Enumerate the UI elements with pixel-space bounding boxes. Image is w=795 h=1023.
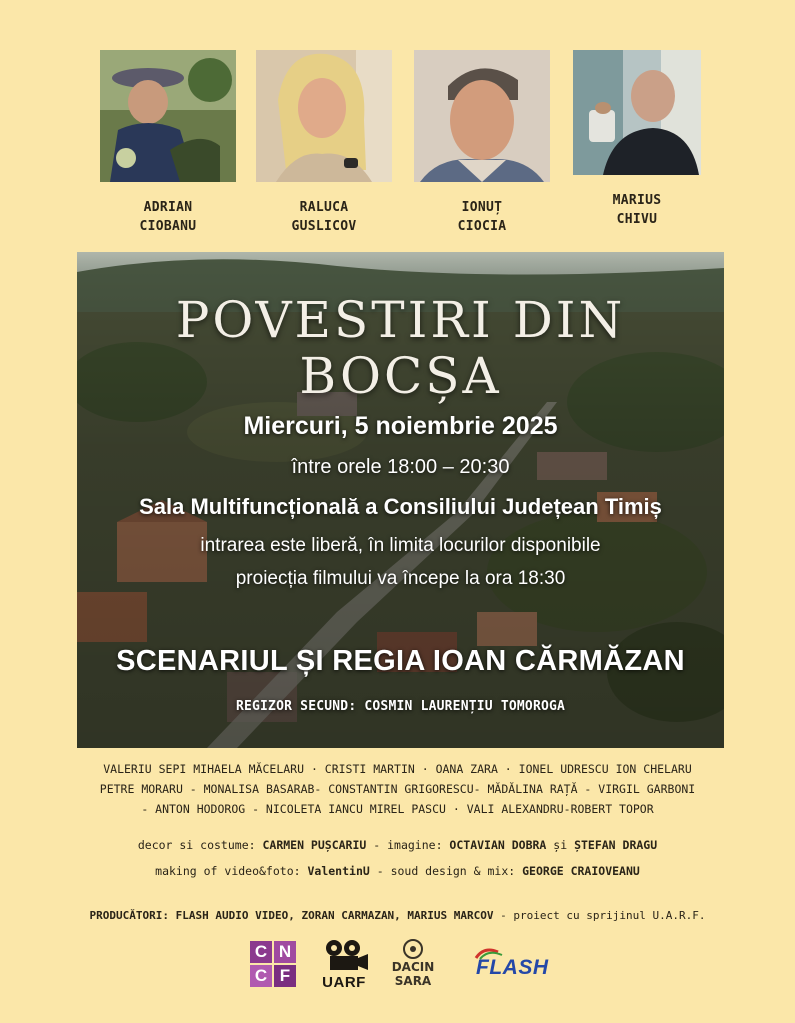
film-poster-image: [77, 252, 724, 748]
uarf-logo: UARF: [318, 938, 370, 994]
cnc-logo: C N C F: [250, 941, 296, 989]
film-title: POVESTIRI DIN BOCȘA: [175, 291, 626, 405]
sponsor-logos: [0, 938, 795, 998]
actor-name: RALUCA GUSLICOV: [291, 200, 357, 234]
producers-credit: PRODUCĂTORI: FLASH AUDIO VIDEO, ZORAN CARMAZAN, MARIUS MARCOV - proiect cu sprijinul U.A.R.F.: [89, 909, 706, 922]
director-credit: SCENARIUL ȘI REGIA IOAN CĂRMĂZAN: [116, 645, 685, 677]
actor-photo: [100, 50, 236, 182]
start-time-note: proiecția filmului va începe la ora 18:30: [235, 568, 566, 589]
actor-adrian-ciobanu: [100, 50, 236, 236]
cast-portraits: [0, 50, 795, 240]
actor-name: IONUȚ CIOCIA: [457, 200, 507, 234]
entry-note: intrarea este liberă, în limita locurilor disponibile: [200, 535, 601, 556]
second-director-credit: REGIZOR SECUND: COSMIN LAURENȚIU TOMOROGA: [235, 699, 566, 714]
actor-marius-chivu: [573, 50, 701, 229]
screening-venue: Sala Multifuncțională a Consiliului Județean Timiș: [139, 494, 662, 519]
actor-name: MARIUS CHIVU: [612, 193, 662, 227]
actor-ionut-ciocia: [414, 50, 550, 236]
cast-list: [60, 759, 735, 819]
actor-photo: [573, 50, 701, 175]
cast-line: - ANTON HODOROG - NICOLETA IANCU MIREL PASCU · VALI ALEXANDRU-ROBERT TOPOR: [141, 802, 654, 816]
dacin-emblem-icon: [389, 938, 437, 960]
screening-date: Miercuri, 5 noiembrie 2025: [243, 412, 558, 440]
actor-raluca-guslicov: [256, 50, 392, 236]
crew-credits-line1: decor si costume: CARMEN PUȘCARIU - imagine: OCTAVIAN DOBRA și ȘTEFAN DRAGU: [137, 838, 658, 852]
dacin-sara-logo: DACIN SARA: [389, 938, 437, 994]
screening-hours: între orele 18:00 – 20:30: [291, 456, 510, 478]
film-camera-icon: [318, 938, 370, 974]
cast-line: PETRE MORARU - MONALISA BASARAB- CONSTANTIN GRIGORESCU- MĂDĂLINA RAȚĂ - VIRGIL GARBONI: [99, 782, 696, 796]
flash-logo: FLASH: [474, 946, 574, 986]
actor-name: ADRIAN CIOBANU: [139, 200, 197, 234]
cast-line: VALERIU SEPI MIHAELA MĂCELARU · CRISTI MARTIN · OANA ZARA · IONEL UDRESCU ION CHELARU: [103, 762, 692, 776]
crew-credits-line2: making of video&foto: ValentinU - soud design & mix: GEORGE CRAIOVEANU: [155, 864, 640, 878]
actor-photo: [256, 50, 392, 182]
actor-photo: [414, 50, 550, 182]
